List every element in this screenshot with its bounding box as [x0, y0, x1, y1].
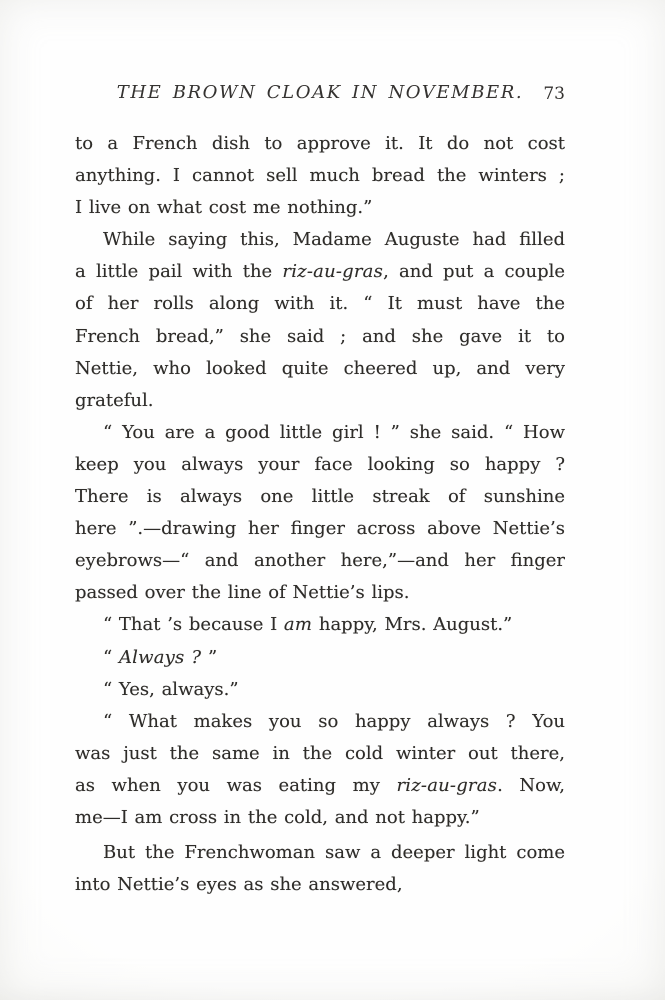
text-segment: of her rolls along with it. “ It must have the	[75, 293, 565, 315]
text-line	[75, 353, 565, 385]
text-segment: happy, Mrs. August.”	[312, 614, 513, 636]
text-segment: ”	[201, 646, 218, 668]
text-line	[75, 706, 565, 738]
text-segment: “	[103, 646, 119, 668]
text-segment: . Now,	[497, 774, 565, 796]
text-line	[75, 738, 565, 770]
text-line	[75, 288, 565, 320]
running-header	[75, 82, 565, 106]
text-line	[75, 869, 565, 901]
text-line	[75, 192, 565, 224]
text-segment: But the Frenchwoman saw a deeper light come	[103, 842, 565, 864]
text-segment: “ Yes, always.”	[103, 678, 239, 700]
text-segment: here ”.—drawing her finger across above Nettie’s	[75, 518, 565, 540]
text-segment: anything. I cannot sell much bread the winters ;	[75, 165, 565, 187]
text-line	[75, 642, 565, 674]
text-line	[75, 577, 565, 609]
text-segment: me—I am cross in the cold, and not happy.”	[75, 806, 480, 828]
text-line	[75, 449, 565, 481]
text-segment: , and put a couple	[383, 261, 565, 283]
text-line	[75, 321, 565, 353]
text-segment: “ You are a good little girl ! ” she said. “ How	[103, 421, 565, 443]
text-line	[75, 417, 565, 449]
text-segment: keep you always your face looking so happy ?	[75, 453, 565, 475]
text-block	[75, 128, 565, 901]
text-segment: as when you was eating my	[75, 774, 397, 796]
text-segment: While saying this, Madame Auguste had filled	[103, 229, 565, 251]
page-number: 73	[543, 84, 565, 104]
text-line	[75, 128, 565, 160]
italic-text: riz-au-gras	[396, 774, 498, 796]
text-line	[75, 609, 565, 641]
italic-text: am	[283, 614, 313, 636]
text-segment: grateful.	[75, 389, 154, 411]
text-line	[75, 385, 565, 417]
text-segment: was just the same in the cold winter out there,	[75, 742, 565, 764]
text-segment: Nettie, who looked quite cheered up, and very	[75, 357, 565, 379]
text-segment: I live on what cost me nothing.”	[75, 197, 373, 219]
text-segment: passed over the line of Nettie’s lips.	[75, 582, 410, 604]
text-line	[75, 674, 565, 706]
text-segment: There is always one little streak of sunshine	[75, 486, 565, 508]
page-content	[75, 82, 565, 901]
text-line	[75, 481, 565, 513]
text-segment: into Nettie’s eyes as she answered,	[75, 874, 403, 896]
text-segment: “ What makes you so happy always ? You	[103, 710, 565, 732]
text-line	[75, 770, 565, 802]
text-segment: “ That ’s because I	[103, 614, 284, 636]
text-segment: a little pail with the	[75, 261, 283, 283]
text-line	[75, 256, 565, 288]
text-line	[75, 160, 565, 192]
text-line	[75, 224, 565, 256]
text-segment: French bread,” she said ; and she gave it to	[75, 325, 565, 347]
header-title: THE BROWN CLOAK IN NOVEMBER.	[116, 82, 524, 103]
text-line	[75, 837, 565, 869]
italic-text: Always ?	[118, 646, 202, 668]
text-line	[75, 513, 565, 545]
text-segment: to a French dish to approve it. It do not cost	[75, 133, 565, 154]
text-line	[75, 545, 565, 577]
italic-text: riz-au-gras	[282, 261, 384, 283]
text-line	[75, 802, 565, 834]
text-segment: eyebrows—“ and another here,”—and her finger	[75, 550, 565, 572]
